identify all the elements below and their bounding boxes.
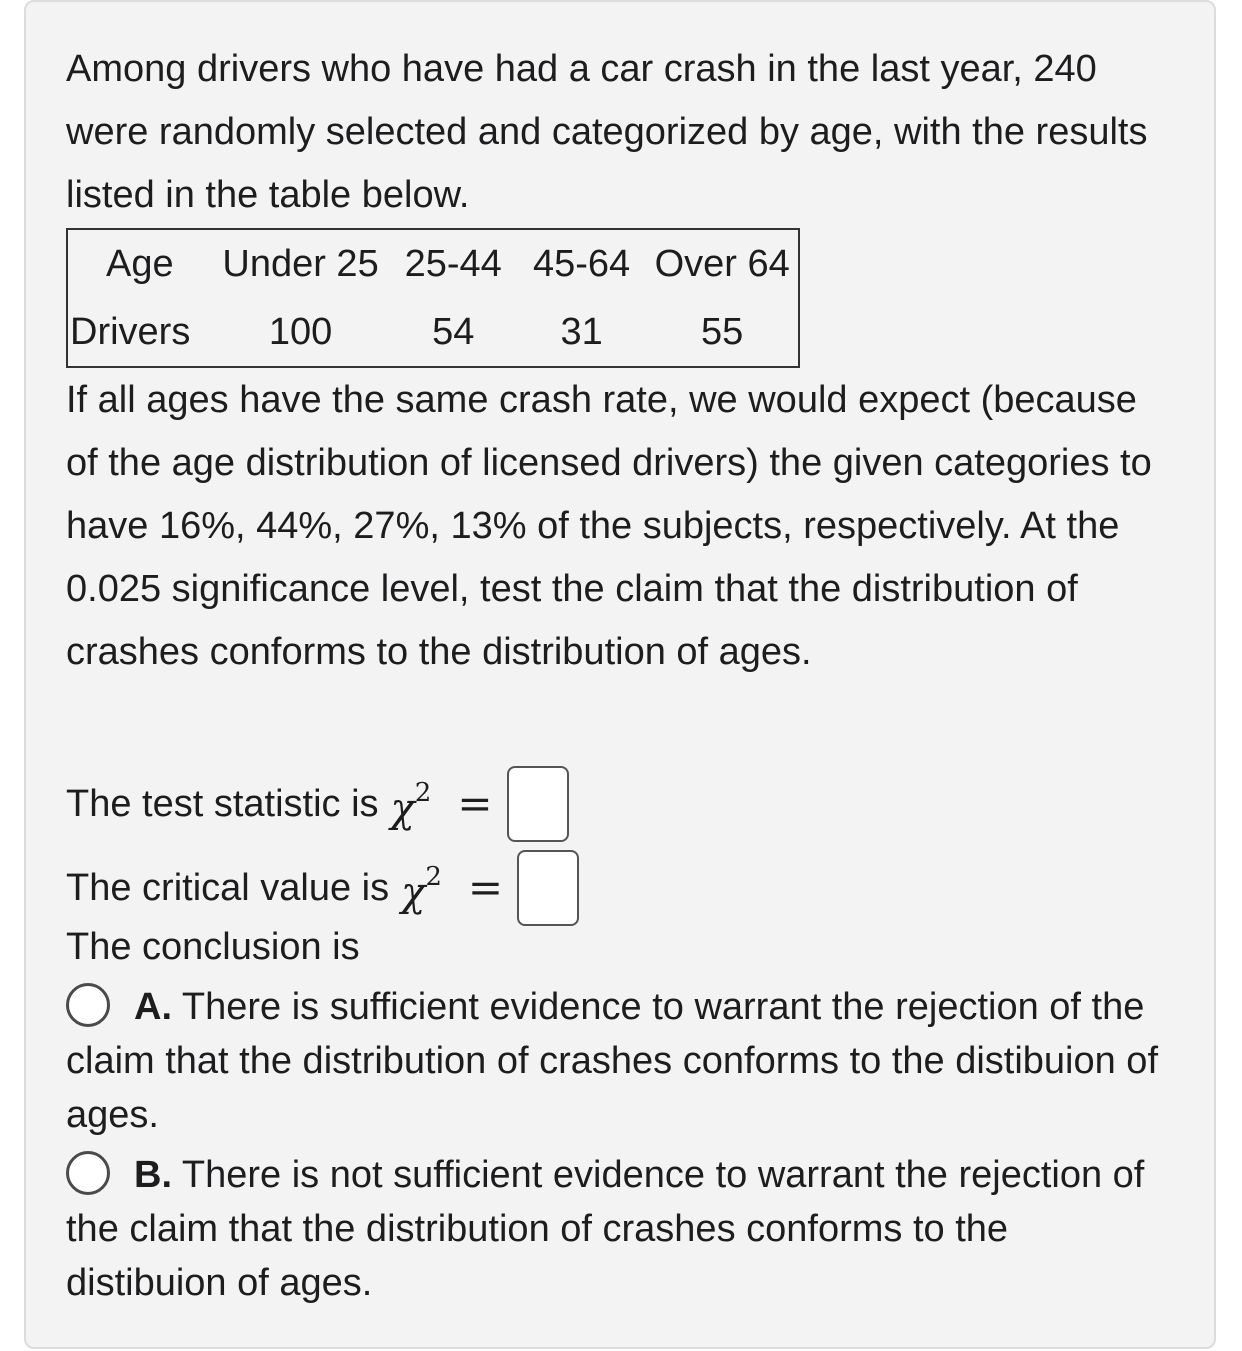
radio-button-a[interactable] (66, 983, 110, 1027)
chi-squared-symbol (391, 774, 432, 833)
test-statistic-label: The test statistic is (66, 783, 379, 825)
equals-sign: = (457, 779, 493, 828)
chi-exponent: 2 (414, 778, 432, 809)
cell-25-44: 54 (432, 310, 475, 353)
option-a-text: There is sufficient evidence to warrant the rejection of the claim that the distribution of crashes conforms to the distibuion of ages. (66, 986, 1158, 1136)
critical-value-row (66, 850, 579, 926)
chi-symbol: χ (401, 869, 426, 916)
option-b-text: There is not sufficient evidence to warrant the rejection of the claim that the distribution of crashes conforms to the distibuion of ages. (66, 1154, 1145, 1304)
header-over-64: Over 64 (654, 242, 790, 285)
option-b[interactable] (66, 1148, 1176, 1310)
question-expectation: If all ages have the same crash rate, we would expect (because of the age distribution of licensed drivers) the given categories to have 16%, 44%, 27%, 13% of the subjects, respectively. At the 0.025 significance level, test the claim that the distribution of crashes conforms to the distribution of ages. (66, 379, 1152, 673)
crash-data-table (66, 228, 800, 368)
chi-symbol: χ (390, 785, 415, 832)
cell-under-25: 100 (268, 310, 333, 353)
test-statistic-row (66, 766, 569, 842)
question-card (24, 0, 1216, 1349)
option-b-letter: B. (134, 1154, 172, 1196)
header-45-64: 45-64 (533, 242, 631, 285)
table-header-row (67, 229, 799, 298)
header-under-25: Under 25 (222, 242, 379, 285)
question-intro: Among drivers who have had a car crash in the last year, 240 were randomly selected and categorized by age, with the results listed in the table below. (66, 48, 1148, 216)
chi-exponent: 2 (425, 862, 442, 893)
chi-squared-symbol (401, 858, 442, 917)
header-age: Age (105, 242, 174, 285)
header-25-44: 25-44 (404, 242, 502, 285)
test-statistic-input[interactable] (507, 766, 569, 842)
option-a[interactable] (66, 980, 1176, 1142)
cell-45-64: 31 (560, 310, 603, 353)
equals-sign: = (467, 863, 504, 912)
radio-button-b[interactable] (66, 1151, 110, 1195)
conclusion-label: The conclusion is (66, 926, 360, 968)
option-a-letter: A. (134, 986, 172, 1028)
table-drivers-row (67, 298, 799, 367)
critical-value-input[interactable] (517, 850, 579, 926)
critical-value-label: The critical value is (66, 867, 390, 909)
cell-over-64: 55 (701, 310, 744, 353)
row-label-drivers: Drivers (70, 310, 191, 353)
